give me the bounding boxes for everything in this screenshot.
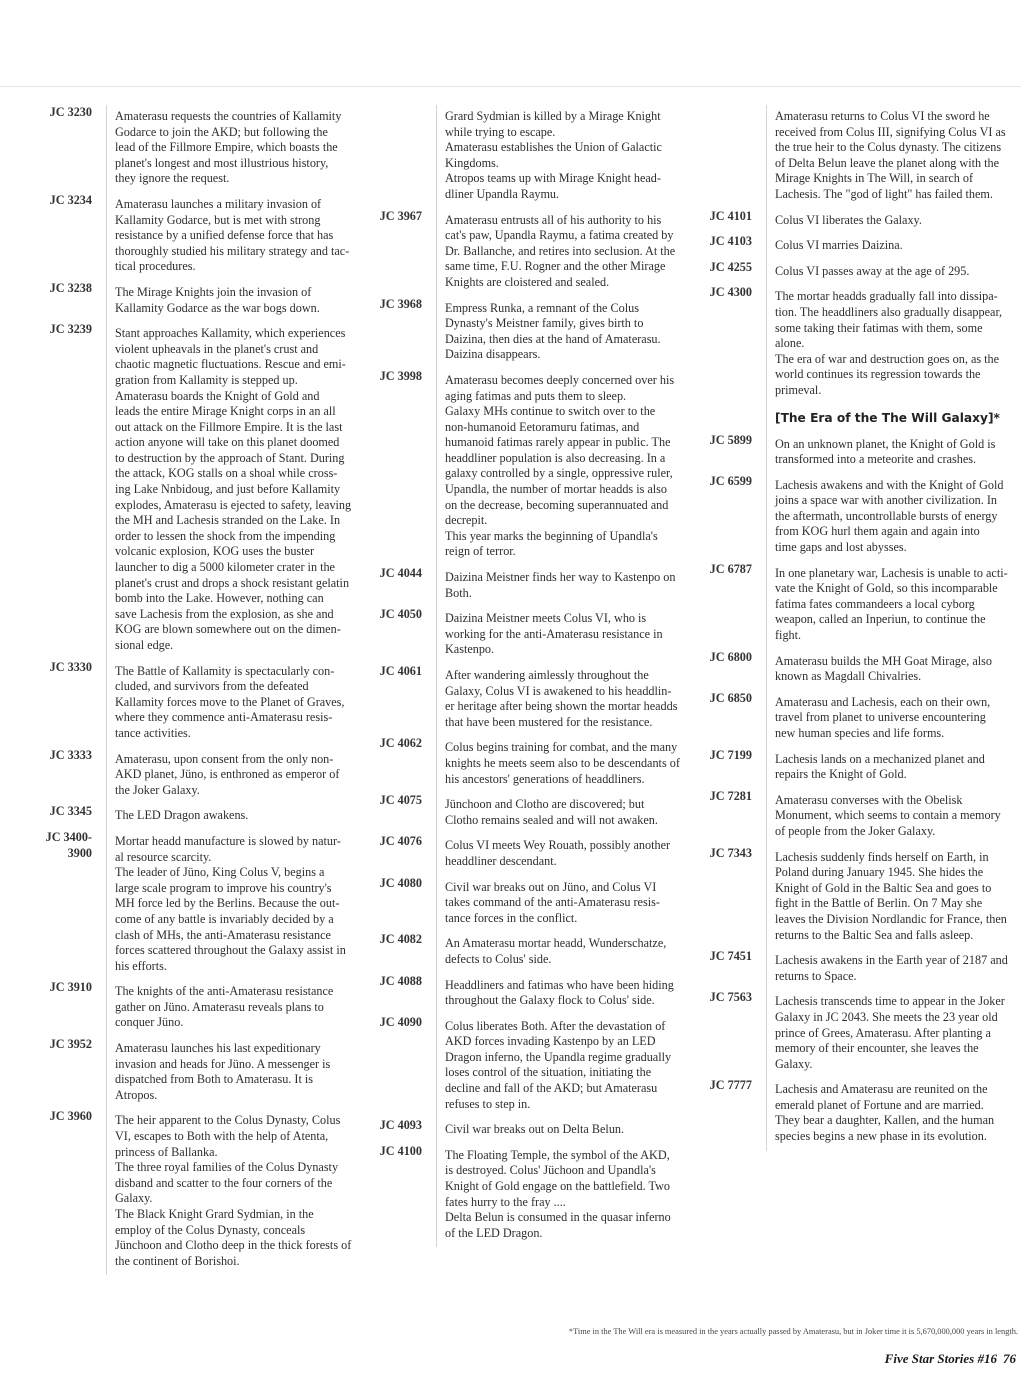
timeline-entry bbox=[30, 322, 375, 659]
entry-date: JC 4044 bbox=[379, 566, 422, 581]
entry-text: Empress Runka, a remnant of the Colus Dynasty's Meistner family, gives birth to Daizina, then dies at the hand of Amaterasu. Daizina disappears. bbox=[436, 297, 705, 369]
entry-date: JC 4050 bbox=[379, 607, 422, 622]
entry-date: JC 4088 bbox=[379, 973, 422, 988]
entry-date: JC 4300 bbox=[709, 285, 752, 300]
entry-text: Lachesis awakens in the Earth year of 2187 and returns to Space. bbox=[766, 949, 1020, 990]
timeline-entry bbox=[360, 566, 705, 607]
entry-text: Lachesis suddenly finds herself on Earth, in Poland during January 1945. She hides the Knight of Gold in the Baltic Sea and goes to fight in the Battle of Berlin. On 7 May she leaves the Division Nordlandic for France, then returns to the Baltic Sea and falls asleep. bbox=[766, 846, 1020, 950]
timeline-entry bbox=[690, 1078, 1020, 1150]
entry-date: JC 7199 bbox=[709, 747, 752, 762]
timeline-entry bbox=[690, 789, 1020, 846]
entry-text: Civil war breaks out on Delta Belun. bbox=[436, 1118, 705, 1144]
page-footer bbox=[885, 1351, 1016, 1367]
entry-text: Amaterasu requests the countries of Kallamity Godarce to join the AKD; but following the lead of the Fillmore Empire, which boasts the planet's longest and most illustrious history, they ignore the request. bbox=[106, 105, 375, 193]
entry-text: Amaterasu becomes deeply concerned over his aging fatimas and puts them to sleep. Galaxy MHs continue to switch over to the non-humanoid Eetoramuru fatimas, and humanoid fatimas rarely appear in public. The headdliner population is also decreasing. In a galaxy controlled by a single, oppressive ruler, Upandla, the number of mortar headds is also on the decrease, becoming superannuated and decrepit. This year marks the beginning of Upandla's reign of terror. bbox=[436, 369, 705, 566]
entry-text: In one planetary war, Lachesis is unable to acti- vate the Knight of Gold, so this incomparable fatima fates commandeers a local cyborg weapon, called an Inperiun, to continue the fight. bbox=[766, 562, 1020, 650]
entry-text: The LED Dragon awakens. bbox=[106, 804, 375, 830]
entry-text: After wandering aimlessly throughout the Galaxy, Colus VI is awakened to his headdlin- er heritage after being shown the mortar headds that have been mustered for the resistance. bbox=[436, 664, 705, 736]
entry-text: Amaterasu converses with the Obelisk Monument, which seems to contain a memory of people from the Joker Galaxy. bbox=[766, 789, 1020, 846]
timeline-entry bbox=[30, 1037, 375, 1109]
entry-text: Amaterasu entrusts all of his authority to his cat's paw, Upandla Raymu, a fatima created by Dr. Ballanche, and retires into seclusion. At the same time, F.U. Rogner and the other Mirage Knights are cloistered and sealed. bbox=[436, 209, 705, 297]
timeline-entry bbox=[30, 281, 375, 322]
entry-text: Jünchoon and Clotho are discovered; but Clotho remains sealed and will not awaken. bbox=[436, 793, 705, 834]
entry-date: JC 4090 bbox=[379, 1014, 422, 1029]
timeline-entry bbox=[360, 834, 705, 875]
entry-text: Civil war breaks out on Jüno, and Colus VI takes command of the anti-Amaterasu resis- tance forces in the conflict. bbox=[436, 876, 705, 933]
entry-date: JC 3967 bbox=[379, 208, 422, 223]
timeline-entry bbox=[690, 105, 1020, 209]
entry-date: JC 6599 bbox=[709, 473, 752, 488]
entry-text: Colus liberates Both. After the devastation of AKD forces invading Kastenpo by an LED Dragon inferno, the Upandla regime gradually loses control of the situation, initiating the decline and fall of the AKD; but Amaterasu refuses to step in. bbox=[436, 1015, 705, 1119]
timeline-entry bbox=[30, 1109, 375, 1275]
entry-text: An Amaterasu mortar headd, Wunderschatze, defects to Colus' side. bbox=[436, 932, 705, 973]
entry-date: JC 4080 bbox=[379, 875, 422, 890]
timeline-entry bbox=[360, 1015, 705, 1119]
timeline-entry bbox=[30, 830, 375, 980]
timeline-entry bbox=[360, 607, 705, 664]
timeline-column-3 bbox=[690, 105, 1020, 1151]
entry-date: JC 4082 bbox=[379, 932, 422, 947]
entry-date: JC 4061 bbox=[379, 664, 422, 678]
entry-date: JC 7451 bbox=[709, 949, 752, 964]
entry-text: Headdliners and fatimas who have been hiding throughout the Galaxy flock to Colus' side. bbox=[436, 974, 705, 1015]
entry-text: Amaterasu returns to Colus VI the sword he received from Colus III, signifying Colus VI as the true heir to the Colus dynasty. The citizens of Delta Belun leave the planet along with the Mirage Knights in The Will, in search of Lachesis. The "god of light" has failed them. bbox=[766, 105, 1020, 209]
entry-text: Daizina Meistner meets Colus VI, who is working for the anti-Amaterasu resistance in Kastenpo. bbox=[436, 607, 705, 664]
entry-date: JC 3333 bbox=[49, 747, 92, 762]
entry-text: The heir apparent to the Colus Dynasty, Colus VI, escapes to Both with the help of Atenta, princess of Ballanka. The three royal families of the Colus Dynasty disband and scatter to the four corners of the Galaxy. The Black Knight Grard Sydmian, in the employ of the Colus Dynasty, conceals Jünchoon and Clotho deep in the thick forests of the continent of Borishoi. bbox=[106, 1109, 375, 1275]
timeline-entry bbox=[690, 691, 1020, 748]
timeline-entry bbox=[30, 804, 375, 830]
entry-text: Lachesis awakens and with the Knight of Gold joins a space war with another civilization. In the aftermath, uncontrollable bursts of energy from KOG hurl them again and again into time gaps and lost abysses. bbox=[766, 474, 1020, 562]
timeline-entry bbox=[690, 285, 1020, 404]
entry-date: JC 4101 bbox=[709, 208, 752, 223]
timeline-entry bbox=[360, 793, 705, 834]
timeline-entry bbox=[690, 234, 1020, 260]
entry-text: Amaterasu builds the MH Goat Mirage, also known as Magdall Chivalries. bbox=[766, 650, 1020, 691]
entry-text: The mortar headds gradually fall into dissipa- tion. The headdliners also gradually disappear, some taking their fatimas with them, some alone. The era of war and destruction goes on, as the world continues its regression towards the primeval. bbox=[766, 285, 1020, 404]
entry-text: The knights of the anti-Amaterasu resistance gather on Jüno. Amaterasu reveals plans to conquer Jüno. bbox=[106, 980, 375, 1037]
timeline-entry bbox=[690, 474, 1020, 562]
entry-text: Lachesis transcends time to appear in the Joker Galaxy in JC 2043. She meets the 23 year old prince of Grees, Amaterasu. After planting a memory of their encounter, she leaves the Galaxy. bbox=[766, 990, 1020, 1078]
page-number: 76 bbox=[1003, 1351, 1016, 1366]
entry-text: The Floating Temple, the symbol of the AKD, is destroyed. Colus' Jüchoon and Upandla's Knight of Gold engage on the battlefield. Two fates hurry to the fray .... Delta Belun is consumed in the quasar inferno of the LED Dragon. bbox=[436, 1144, 705, 1248]
entry-date: JC 3952 bbox=[49, 1037, 92, 1052]
entry-text: Colus VI marries Daizina. bbox=[766, 234, 1020, 260]
entry-date: JC 7343 bbox=[709, 845, 752, 860]
entry-text: Colus VI liberates the Galaxy. bbox=[766, 209, 1020, 235]
entry-text: Lachesis and Amaterasu are reunited on the emerald planet of Fortune and are married. They bear a daughter, Kallen, and the human species begins a new phase in its evolution. bbox=[766, 1078, 1020, 1150]
entry-date: JC 4062 bbox=[379, 736, 422, 751]
timeline-entry bbox=[360, 974, 705, 1015]
entry-date: JC 3968 bbox=[379, 296, 422, 311]
timeline-entry bbox=[360, 876, 705, 933]
entry-text: Amaterasu and Lachesis, each on their own, travel from planet to universe encountering new human species and life forms. bbox=[766, 691, 1020, 748]
entry-text: On an unknown planet, the Knight of Gold is transformed into a meteorite and crashes. bbox=[766, 433, 1020, 474]
entry-date: JC 4255 bbox=[709, 259, 752, 274]
entry-date: JC 4100 bbox=[379, 1143, 422, 1158]
timeline-entry bbox=[360, 932, 705, 973]
entry-text: Grard Sydmian is killed by a Mirage Knight while trying to escape. Amaterasu establishes the Union of Galactic Kingdoms. Atropos teams up with Mirage Knight head- dliner Upandla Raymu. bbox=[436, 105, 705, 209]
entry-date: JC 4103 bbox=[709, 234, 752, 249]
timeline-entry bbox=[690, 260, 1020, 286]
top-rule bbox=[0, 86, 1021, 87]
entry-date: JC 3910 bbox=[49, 980, 92, 995]
entry-text: Stant approaches Kallamity, which experiences violent upheavals in the planet's crust and chaotic magnetic fluctuations. Rescue and emi- gration from Kallamity is stepped up. Amaterasu boards the Knight of Gold and leads the entire Mirage Knight corps in an all out attack on the Fillmore Empire. It is the last action anyone will take on this planet doomed to destruction by the approach of Stant. During the attack, KOG stalls on a shoal while cross- ing Lake Nnbidoug, and just before Kallamity explodes, Amaterasu is ejected to safety, leaving the MH and Lachesis stranded on the Lake. In order to lessen the shock from the impending volcanic explosion, KOG uses the buster launcher to dig a 5000 kilometer crater in the planet's crust and drops a shock resistant gelatin bomb into the Lake. However, nothing can save Lachesis from the explosion, as she and KOG are blown somewhere out on the dimen- sional edge. bbox=[106, 322, 375, 659]
timeline-entry bbox=[30, 980, 375, 1037]
entry-text: The Battle of Kallamity is spectacularly con- cluded, and survivors from the defeated Kallamity forces move to the Planet of Graves, where they commence anti-Amaterasu resis- tance activities. bbox=[106, 660, 375, 748]
entry-date: JC 3345 bbox=[49, 804, 92, 819]
entry-date: JC 3998 bbox=[379, 368, 422, 383]
entry-text: Colus begins training for combat, and the many knights he meets seem also to be descendants of his ancestors' generations of headdliners. bbox=[436, 736, 705, 793]
footnote: *Time in the The Will era is measured in the years actually passed by Amaterasu, but in Joker time it is 5,670,000,000 years in length. bbox=[568, 1327, 1018, 1336]
publication-title: Five Star Stories #16 bbox=[884, 1351, 997, 1366]
timeline-entry bbox=[30, 105, 375, 193]
entry-text: Colus VI meets Wey Rouath, possibly another headdliner descendant. bbox=[436, 834, 705, 875]
entry-date: JC 3238 bbox=[49, 280, 92, 295]
entry-date: JC 7777 bbox=[709, 1078, 752, 1093]
timeline-entry bbox=[690, 846, 1020, 950]
timeline-entry bbox=[30, 660, 375, 748]
timeline-entry bbox=[360, 664, 705, 736]
timeline-entry bbox=[690, 433, 1020, 474]
entry-date: JC 6800 bbox=[709, 649, 752, 664]
entry-date: JC 4075 bbox=[379, 793, 422, 808]
entry-text: Amaterasu, upon consent from the only non- AKD planet, Jüno, is enthroned as emperor of the Joker Galaxy. bbox=[106, 748, 375, 805]
entry-text: Colus VI passes away at the age of 295. bbox=[766, 260, 1020, 286]
entry-date: JC 3330 bbox=[49, 659, 92, 674]
timeline-entry bbox=[360, 297, 705, 369]
timeline-column-1 bbox=[30, 105, 375, 1275]
entry-text: Mortar headd manufacture is slowed by natur- al resource scarcity. The leader of Jüno, King Colus V, begins a large scale program to improve his country's MH force led by the Berlins. Because the out- come of any battle is invariably decided by a clash of MHs, the anti-Amaterasu resistance forces scattered throughout the Galaxy assist in his efforts. bbox=[106, 830, 375, 980]
timeline-entry bbox=[690, 562, 1020, 650]
timeline-entry bbox=[360, 736, 705, 793]
entry-date: JC 3400- 3900 bbox=[45, 829, 92, 860]
timeline-entry bbox=[30, 748, 375, 805]
timeline-entry bbox=[30, 193, 375, 281]
timeline-entry bbox=[360, 1144, 705, 1248]
timeline-entry bbox=[690, 949, 1020, 990]
entry-date: JC 7281 bbox=[709, 788, 752, 803]
entry-date: JC 3239 bbox=[49, 322, 92, 337]
entry-text: Amaterasu launches a military invasion of Kallamity Godarce, but is met with strong resistance by a unified defense force that has thoroughly studied his military strategy and tac- tical procedures. bbox=[106, 193, 375, 281]
timeline-entry bbox=[360, 1118, 705, 1144]
entry-date: JC 3234 bbox=[49, 192, 92, 207]
era-heading: [The Era of the The Will Galaxy]* bbox=[766, 405, 1020, 433]
timeline-column-2 bbox=[360, 105, 705, 1247]
timeline-entry bbox=[690, 748, 1020, 789]
timeline-entry bbox=[690, 990, 1020, 1078]
entry-text: Daizina Meistner finds her way to Kastenpo on Both. bbox=[436, 566, 705, 607]
timeline-entry bbox=[360, 209, 705, 297]
entry-date: JC 6787 bbox=[709, 561, 752, 576]
entry-date: JC 7563 bbox=[709, 990, 752, 1005]
entry-date: JC 4093 bbox=[379, 1118, 422, 1133]
entry-date: JC 5899 bbox=[709, 432, 752, 447]
timeline-entry bbox=[690, 650, 1020, 691]
timeline-entry bbox=[360, 105, 705, 209]
entry-date: JC 3230 bbox=[49, 105, 92, 119]
entry-date: JC 6850 bbox=[709, 690, 752, 705]
timeline-entry bbox=[690, 209, 1020, 235]
entry-date: JC 4076 bbox=[379, 834, 422, 849]
entry-text: Lachesis lands on a mechanized planet and repairs the Knight of Gold. bbox=[766, 748, 1020, 789]
entry-text: Amaterasu launches his last expeditionary invasion and heads for Jüno. A messenger is dispatched from Both to Amaterasu. It is Atropos. bbox=[106, 1037, 375, 1109]
timeline-entry bbox=[360, 369, 705, 566]
entry-text: The Mirage Knights join the invasion of Kallamity Godarce as the war bogs down. bbox=[106, 281, 375, 322]
entry-date: JC 3960 bbox=[49, 1109, 92, 1124]
